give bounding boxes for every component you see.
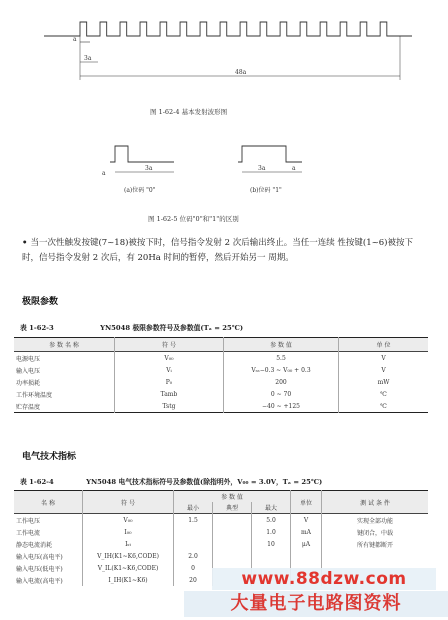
cell-unit: μA xyxy=(291,538,322,550)
cell-unit: V xyxy=(339,352,429,365)
table-row xyxy=(14,388,428,400)
bitcode-figure xyxy=(90,140,380,200)
bullet-dot: • xyxy=(22,238,28,248)
figure-caption-1-62-4: 图 1-62-4 基本发射波形图 xyxy=(150,108,228,116)
pulse-train xyxy=(44,22,412,36)
cell-symbol: V_IL(K1~K6,CODE) xyxy=(83,562,174,574)
figure-caption-1-62-5: 图 1-62-5 位码"0"和"1"的区别 xyxy=(148,215,239,223)
bit0-3a-label: 3a xyxy=(145,165,153,172)
description-paragraph xyxy=(22,236,424,266)
cell-name: 功率损耗 xyxy=(16,379,41,387)
waveform-figure xyxy=(40,14,420,100)
table-row xyxy=(14,352,428,365)
label-a: a xyxy=(73,36,77,43)
cell-symbol: Iₛₜ xyxy=(83,538,174,550)
cell-min: 1.5 xyxy=(174,514,213,527)
watermark-url: www.88dzw.com xyxy=(212,568,436,590)
cell-value: 5.5 xyxy=(224,352,339,365)
label-3a: 3a xyxy=(84,55,92,62)
cell-min: 2.0 xyxy=(174,550,213,562)
col-header-params: 参 数 值 xyxy=(174,491,291,503)
cell-symbol: I_IH(K1~K6) xyxy=(83,574,174,586)
cell-cond: 键闭合，中载 xyxy=(322,526,429,538)
table-caption-1-62-4 xyxy=(20,476,322,486)
cell-unit: V xyxy=(291,514,322,527)
cell-value: 0 ~ 70 xyxy=(224,388,339,400)
bit1-3a-label: 3a xyxy=(258,165,266,172)
cell-symbol: V_IH(K1~K6,CODE) xyxy=(83,550,174,562)
cell-name: 静态电流消耗 xyxy=(16,541,53,549)
cell-typ xyxy=(213,550,252,562)
col-header-max: 最大 xyxy=(252,502,291,514)
cell-name: 工作电压 xyxy=(16,517,41,525)
cell-symbol: V₀₀ xyxy=(83,514,174,527)
cell-name: 贮存温度 xyxy=(16,403,41,411)
table-header-row xyxy=(14,338,428,352)
bit-1-waveform xyxy=(238,146,302,162)
table-row xyxy=(14,514,428,527)
cell-min xyxy=(174,526,213,538)
table-row xyxy=(14,400,428,413)
bit1-caption: (b)位码 "1" xyxy=(250,187,282,194)
cell-unit: ℃ xyxy=(339,400,429,413)
cell-max: 5.0 xyxy=(252,514,291,527)
cell-unit xyxy=(291,550,322,562)
cell-value: Vₛₛ−0.3 ~ V₀₀ + 0.3 xyxy=(224,364,339,376)
cell-name: 电源电压 xyxy=(16,355,41,363)
cell-name: 输入电压 xyxy=(16,367,41,375)
bit0-a-label: a xyxy=(102,170,106,177)
cell-name: 输入电压(高电平) xyxy=(16,553,63,561)
cell-symbol: V₀₀ xyxy=(115,352,224,365)
cell-max: 10 xyxy=(252,538,291,550)
table-row xyxy=(14,364,428,376)
label-48a: 48a xyxy=(235,69,247,76)
cell-name: 工作环境温度 xyxy=(16,391,53,399)
cell-unit: mA xyxy=(291,526,322,538)
col-header-condition: 测 试 条 件 xyxy=(322,491,429,514)
cell-unit: ℃ xyxy=(339,388,429,400)
cell-name: 工作电流 xyxy=(16,529,41,537)
col-header-symbol: 符 号 xyxy=(115,338,224,352)
cell-value: 200 xyxy=(224,376,339,388)
table-title: YN5048 极限参数符号及参数值(Tₐ = 25℃) xyxy=(100,324,244,332)
col-header-symbol: 符 号 xyxy=(83,491,174,514)
table-row xyxy=(14,550,428,562)
cell-typ xyxy=(213,526,252,538)
cell-name: 输入电压(低电平) xyxy=(16,565,63,573)
cell-unit: mW xyxy=(339,376,429,388)
bit1-a-label: a xyxy=(292,165,296,172)
cell-name: 输入电流(高电平) xyxy=(16,577,63,585)
table-row xyxy=(14,538,428,550)
table-caption-1-62-3 xyxy=(20,322,243,332)
col-header-min: 最小 xyxy=(174,502,213,514)
table-title: YN5048 电气技术指标符号及参数值(除指明外，V₀₀ = 3.0V，Tₐ = 25℃) xyxy=(86,478,323,486)
limits-table xyxy=(14,337,428,413)
table-row xyxy=(14,526,428,538)
section-heading-electrical: 电气技术指标 xyxy=(22,452,77,462)
cell-min: 20 xyxy=(174,574,213,586)
bit-0-waveform xyxy=(110,146,174,162)
cell-max xyxy=(252,550,291,562)
col-header-name: 参 数 名 称 xyxy=(49,342,79,349)
table-number: 表 1-62-4 xyxy=(20,478,54,486)
watermark-site: 大量电子电路图资料 xyxy=(184,591,448,617)
cell-symbol: I₀₀ xyxy=(83,526,174,538)
cell-max: 1.0 xyxy=(252,526,291,538)
cell-typ xyxy=(213,538,252,550)
col-header-value: 参 数 值 xyxy=(224,338,339,352)
cell-symbol: Vᵢ xyxy=(115,364,224,376)
pulse-waveform xyxy=(44,22,412,36)
section-heading-limits: 极限参数 xyxy=(22,297,59,307)
cell-symbol: P₀ xyxy=(115,376,224,388)
cell-cond xyxy=(322,550,429,562)
col-header-typ: 典型 xyxy=(213,502,252,514)
cell-symbol: Tamb xyxy=(115,388,224,400)
cell-typ xyxy=(213,514,252,527)
cell-min: 0 xyxy=(174,562,213,574)
col-header-name: 名 称 xyxy=(41,499,55,507)
cell-cond: 实现全部功能 xyxy=(322,514,429,527)
description-text: 当一次性触发按键(7~18)被按下时，信号指令发射 2 次后输出终止。当任一连续 性按键(1~6)被按下时，信号指令发射 2 次后，有 20Ha 时间的暂停，然后开始另一 周期。 xyxy=(22,238,414,263)
cell-cond: 所有键都断开 xyxy=(322,538,429,550)
cell-value: −40 ~ +125 xyxy=(224,400,339,413)
col-header-unit: 单位 xyxy=(291,491,322,514)
cell-min xyxy=(174,538,213,550)
cell-symbol: Tstg xyxy=(115,400,224,413)
col-header-unit: 单 位 xyxy=(339,338,429,352)
table-number: 表 1-62-3 xyxy=(20,324,54,332)
cell-unit: V xyxy=(339,364,429,376)
bit0-caption: (a)位码 "0" xyxy=(124,187,156,194)
table-row xyxy=(14,376,428,388)
